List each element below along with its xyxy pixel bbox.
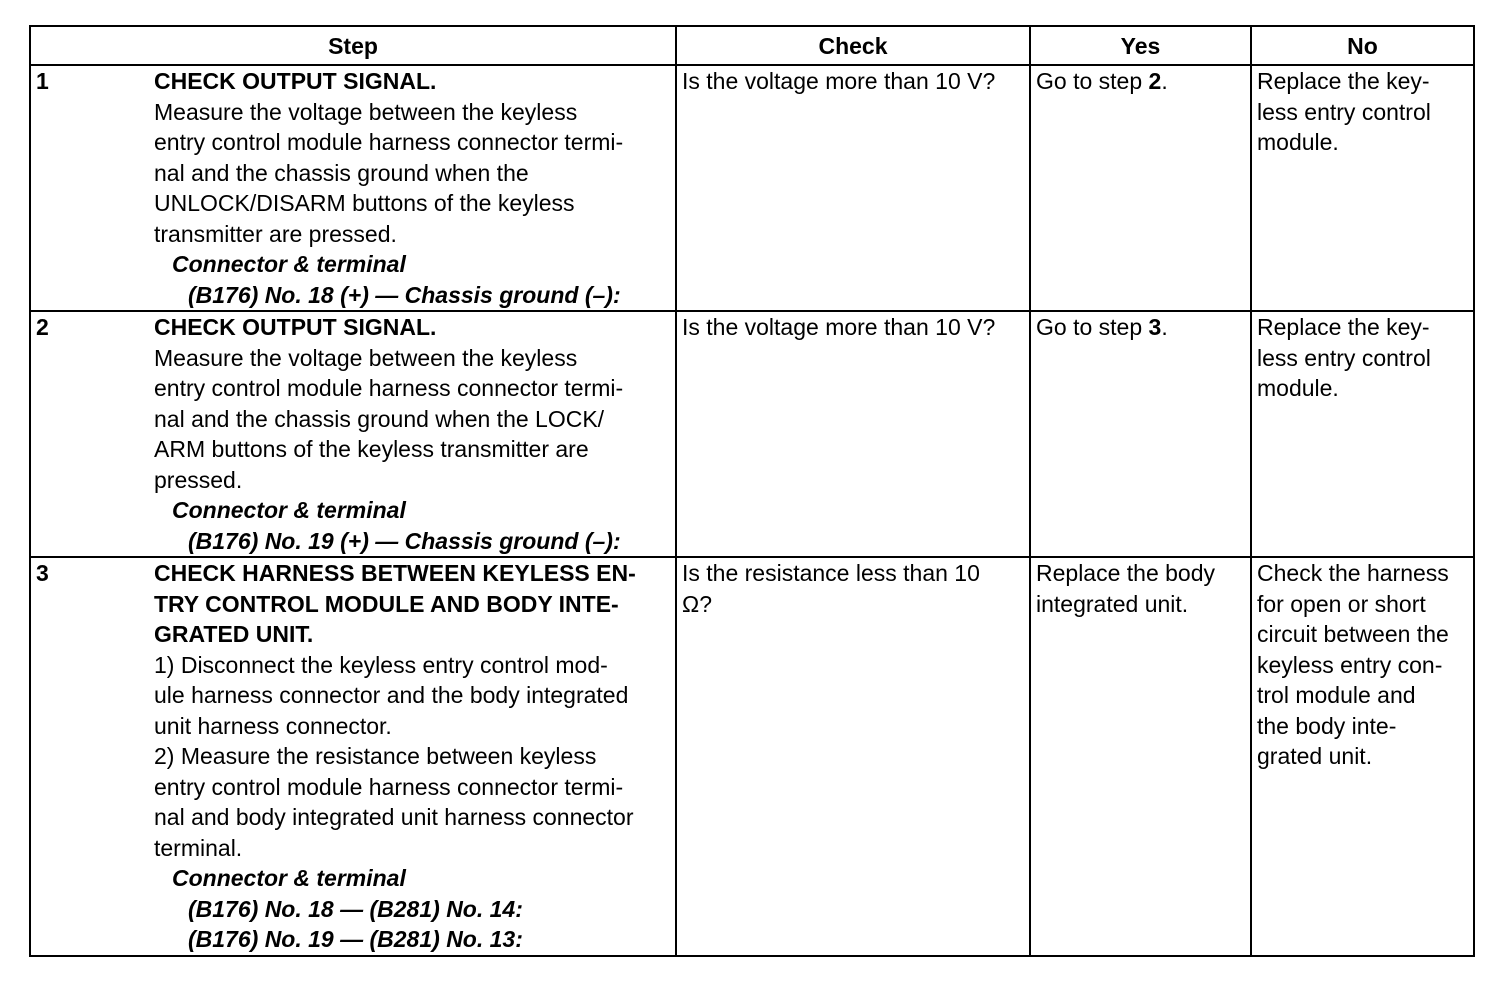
yes-cell bbox=[1030, 311, 1251, 557]
step-text-line: ARM buttons of the keyless transmitter are bbox=[154, 436, 589, 462]
diagnostic-table bbox=[29, 25, 1475, 957]
no-text-line: less entry control bbox=[1257, 98, 1431, 125]
step-text-line: nal and the chassis ground when the LOCK/ bbox=[154, 405, 605, 432]
header-check: Check bbox=[676, 26, 1030, 65]
yes-text-line: integrated unit. bbox=[1036, 590, 1189, 617]
no-text-line: keyless entry con- bbox=[1257, 651, 1443, 678]
yes-suffix: . bbox=[1161, 68, 1168, 94]
step-text-line: entry control module harness connector termi- bbox=[154, 375, 624, 401]
table-row bbox=[30, 311, 1474, 557]
no-text-line: the body inte- bbox=[1257, 712, 1397, 739]
step-text-line: 1) Disconnect the keyless entry control mod- bbox=[154, 651, 608, 678]
step-cell bbox=[30, 557, 676, 956]
step-cell bbox=[30, 65, 676, 311]
step-text-line: entry control module harness connector termi- bbox=[154, 773, 624, 800]
no-text-line: Replace the key- bbox=[1257, 68, 1430, 94]
yes-step-ref: 2 bbox=[1148, 68, 1162, 94]
yes-text: Go to step bbox=[1036, 314, 1149, 340]
step-text-line: nal and body integrated unit harness connector bbox=[154, 804, 634, 830]
step-title-line: GRATED UNIT. bbox=[154, 621, 314, 647]
table-row bbox=[30, 65, 1474, 311]
yes-cell bbox=[1030, 65, 1251, 311]
check-text: Is the voltage more than 10 V? bbox=[682, 314, 996, 340]
no-text-line: module. bbox=[1257, 375, 1339, 401]
step-text-line: pressed. bbox=[154, 466, 243, 493]
connector-value: (B176) No. 19 (+) — Chassis ground (–): bbox=[188, 527, 621, 554]
no-text-line: for open or short bbox=[1257, 590, 1426, 617]
no-text-line: circuit between the bbox=[1257, 621, 1449, 647]
header-step: Step bbox=[30, 26, 676, 65]
no-text-line: Replace the key- bbox=[1257, 314, 1430, 340]
yes-step-ref: 3 bbox=[1148, 314, 1162, 340]
step-title: CHECK OUTPUT SIGNAL. bbox=[154, 314, 437, 340]
step-text-line: Measure the voltage between the keyless bbox=[154, 344, 578, 371]
check-cell bbox=[676, 557, 1030, 956]
connector-label: Connector & terminal bbox=[172, 497, 406, 523]
header-row bbox=[30, 26, 1474, 65]
connector-label: Connector & terminal bbox=[172, 251, 406, 277]
connector-value: (B176) No. 19 — (B281) No. 13: bbox=[188, 926, 523, 952]
step-title: CHECK OUTPUT SIGNAL. bbox=[154, 68, 437, 94]
step-text-line: ule harness connector and the body integrated bbox=[154, 682, 629, 708]
step-text-line: Measure the voltage between the keyless bbox=[154, 98, 578, 125]
step-text-line: entry control module harness connector termi- bbox=[154, 129, 624, 155]
step-text-line: unit harness connector. bbox=[154, 712, 392, 739]
check-text-line: Ω? bbox=[682, 590, 712, 617]
connector-value: (B176) No. 18 — (B281) No. 14: bbox=[188, 895, 523, 922]
check-cell bbox=[676, 65, 1030, 311]
no-text-line: Check the harness bbox=[1257, 560, 1449, 586]
connector-label: Connector & terminal bbox=[172, 865, 406, 891]
step-text-line: transmitter are pressed. bbox=[154, 220, 397, 247]
step-text-line: terminal. bbox=[154, 834, 243, 861]
yes-text-line: Replace the body bbox=[1036, 560, 1216, 586]
step-title-line: CHECK HARNESS BETWEEN KEYLESS EN- bbox=[154, 560, 636, 586]
no-text-line: grated unit. bbox=[1257, 743, 1373, 769]
yes-text: Go to step bbox=[1036, 68, 1149, 94]
step-text-line: 2) Measure the resistance between keyless bbox=[154, 743, 597, 769]
step-number: 2 bbox=[36, 314, 49, 340]
connector-value: (B176) No. 18 (+) — Chassis ground (–): bbox=[188, 281, 621, 308]
no-text-line: less entry control bbox=[1257, 344, 1431, 371]
yes-suffix: . bbox=[1161, 314, 1168, 340]
step-title-line: TRY CONTROL MODULE AND BODY INTE- bbox=[154, 590, 619, 617]
step-number: 1 bbox=[36, 68, 49, 94]
no-text-line: module. bbox=[1257, 129, 1339, 155]
step-text-line: nal and the chassis ground when the bbox=[154, 159, 529, 186]
check-text: Is the voltage more than 10 V? bbox=[682, 68, 996, 94]
step-number: 3 bbox=[36, 560, 49, 586]
no-cell bbox=[1251, 65, 1474, 311]
step-text-line: UNLOCK/DISARM buttons of the keyless bbox=[154, 190, 575, 216]
yes-cell bbox=[1030, 557, 1251, 956]
check-cell bbox=[676, 311, 1030, 557]
table-row bbox=[30, 557, 1474, 956]
check-text-line: Is the resistance less than 10 bbox=[682, 560, 980, 586]
header-no: No bbox=[1251, 26, 1474, 65]
step-cell bbox=[30, 311, 676, 557]
no-text-line: trol module and bbox=[1257, 682, 1416, 708]
no-cell bbox=[1251, 557, 1474, 956]
no-cell bbox=[1251, 311, 1474, 557]
header-yes: Yes bbox=[1030, 26, 1251, 65]
